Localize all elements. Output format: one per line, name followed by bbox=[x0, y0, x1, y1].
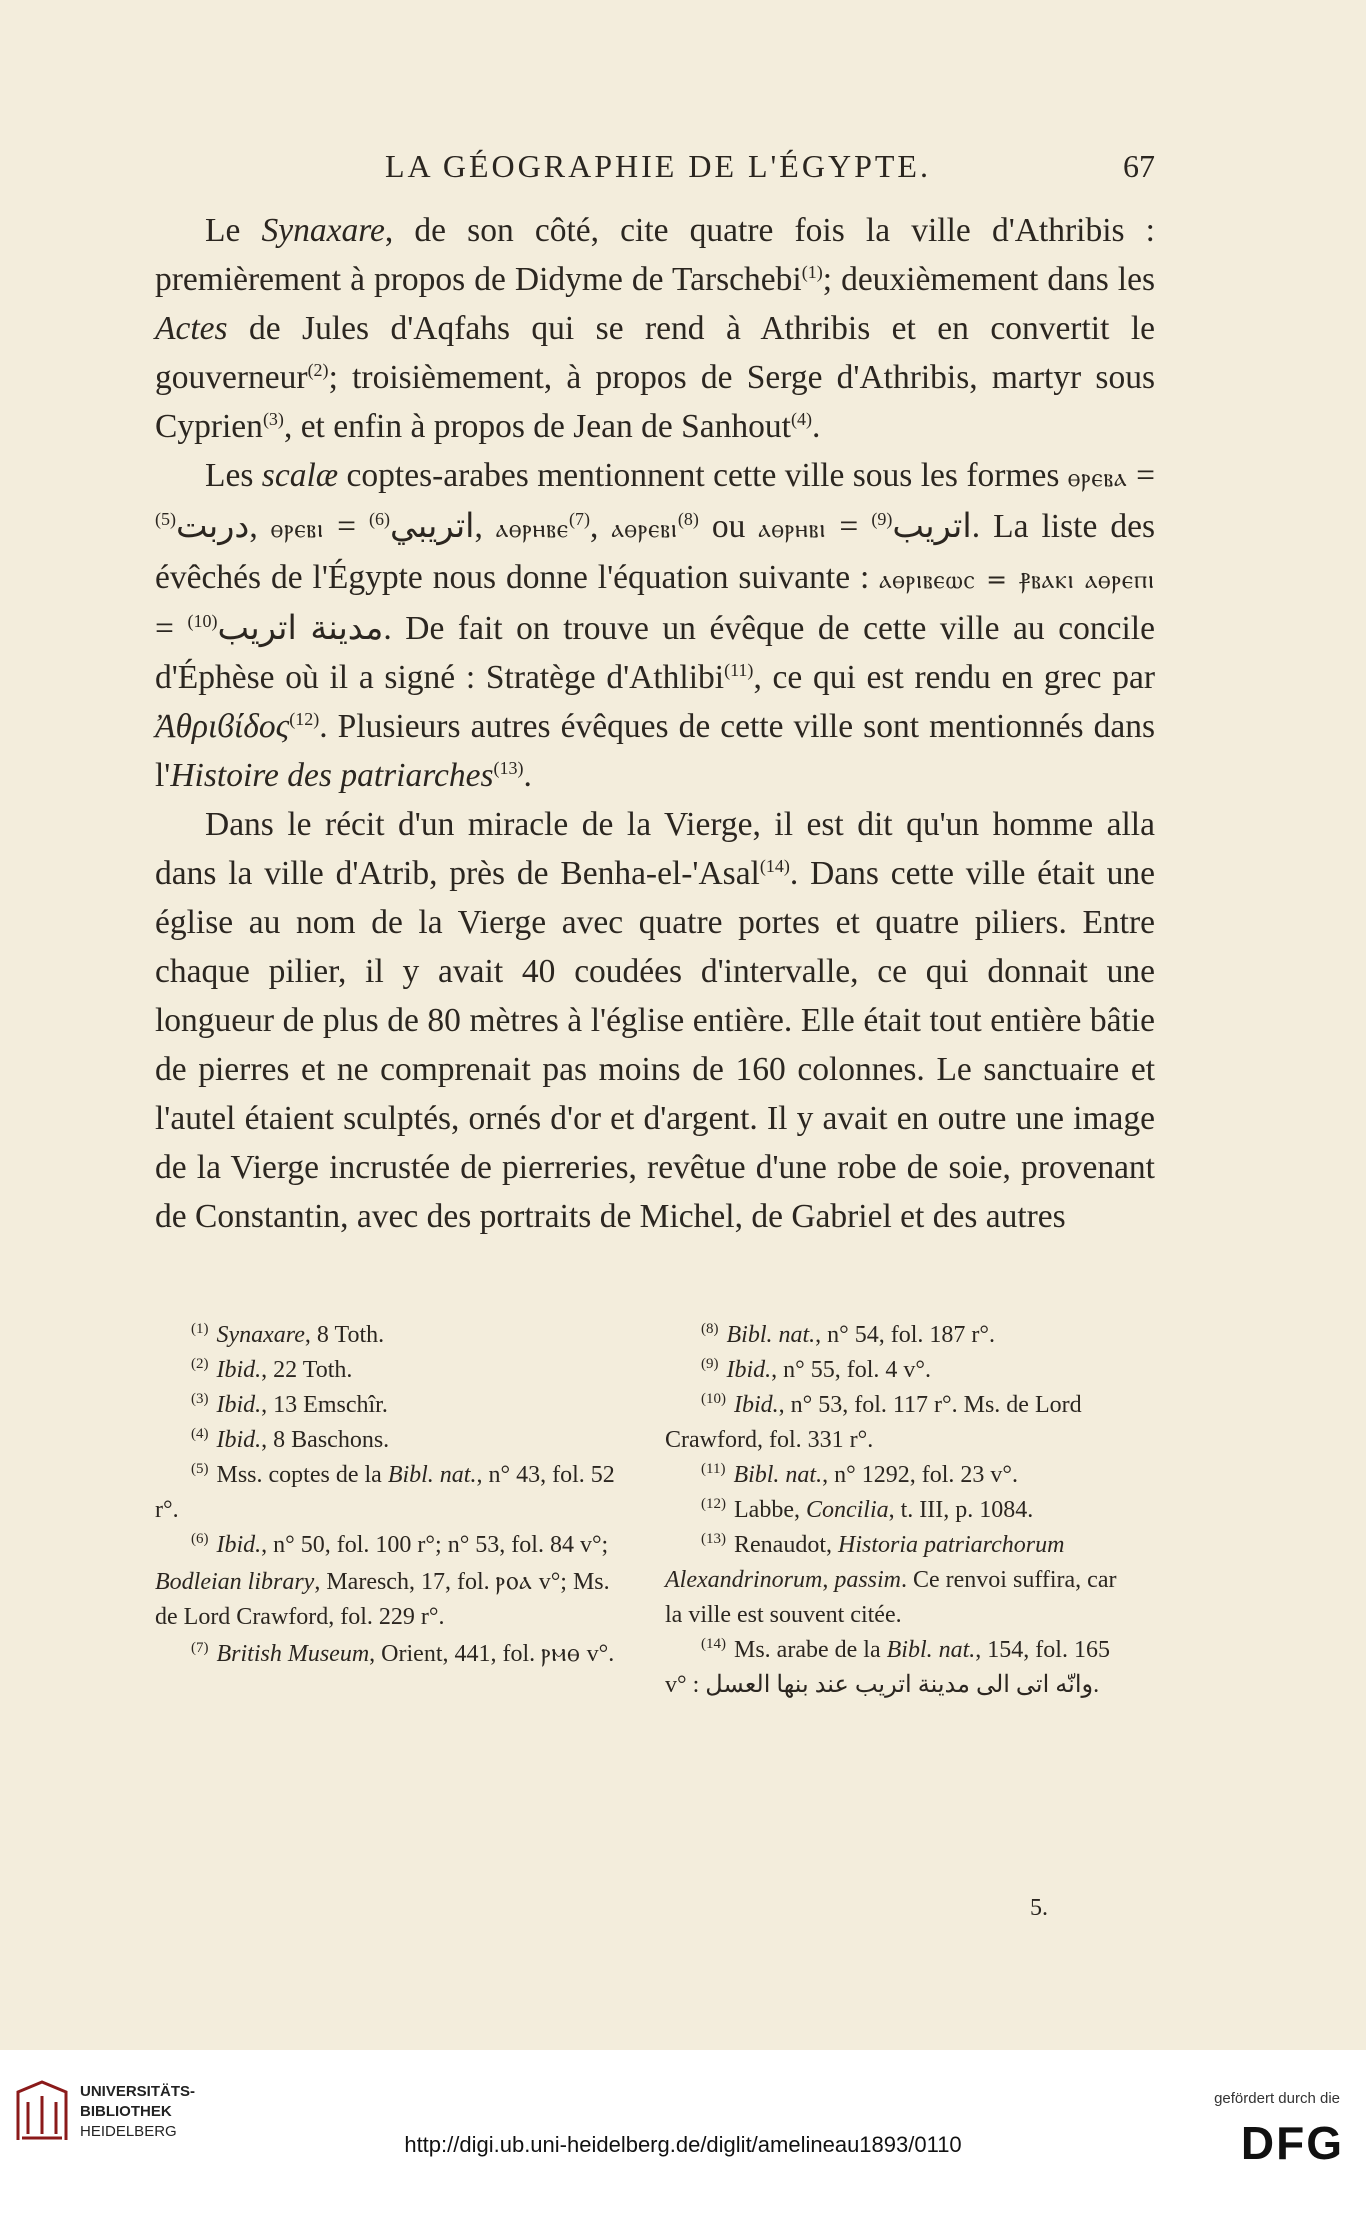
footnote-number: (5) bbox=[191, 1461, 209, 1477]
text-run: Mss. coptes de la bbox=[216, 1462, 388, 1488]
text-run: = اتريب bbox=[826, 508, 972, 545]
dfg-logo: DFG bbox=[1240, 2117, 1344, 2169]
text-run: , t. III, p. 1084. bbox=[888, 1497, 1034, 1523]
footnote bbox=[665, 1318, 1135, 1353]
text-run: , 8 Baschons. bbox=[261, 1427, 390, 1453]
footnote bbox=[665, 1388, 1135, 1458]
footnote-ref: (3) bbox=[262, 408, 284, 429]
footnote-number: (1) bbox=[191, 1321, 209, 1337]
italic-run: Ibid. bbox=[216, 1357, 262, 1383]
italic-run: Actes bbox=[155, 310, 228, 347]
text-run: , Orient, 441, fol. bbox=[369, 1641, 542, 1667]
coptic-run: ⲁⲑⲣⲉⲃⲓ bbox=[611, 514, 678, 543]
text-run: . De fait on trouve un évêque de cette ville au concile d'Éphèse où il a signé : Stratège d'Athlibi bbox=[155, 610, 1155, 696]
footnote bbox=[665, 1353, 1135, 1388]
text-run: . bbox=[523, 757, 532, 794]
footnote-ref: (1) bbox=[801, 261, 823, 282]
text-run: , n° 53, fol. 117 r°. Ms. de Lord Crawford, fol. 331 r°. bbox=[665, 1392, 1082, 1453]
text-run: , n° 54, fol. 187 r°. bbox=[815, 1322, 996, 1348]
ub-line-3: HEIDELBERG bbox=[80, 2123, 177, 2140]
footnote bbox=[155, 1528, 625, 1635]
text-run: ou bbox=[698, 508, 759, 545]
main-text bbox=[155, 206, 1155, 1241]
footnote-ref: (2) bbox=[307, 359, 329, 380]
footnote-number: (13) bbox=[701, 1531, 726, 1547]
text-run: Le bbox=[205, 212, 262, 249]
italic-run: Concilia bbox=[805, 1497, 889, 1523]
footnote-number: (14) bbox=[701, 1636, 726, 1652]
footnote-ref: (8) bbox=[677, 508, 699, 529]
italic-run: Bibl. nat. bbox=[733, 1462, 823, 1488]
text-run: Dans le récit d'un miracle de la Vierge, il est dit qu'un homme alla dans la ville d'Atrib, près de Benha-el-'Asal bbox=[155, 806, 1155, 892]
text-run: , et enfin à propos de Jean de Sanhout bbox=[283, 408, 791, 445]
footnote-number: (4) bbox=[191, 1426, 209, 1442]
italic-run: Historia patriarchorum Alexandrinorum bbox=[665, 1532, 1065, 1593]
footnote bbox=[155, 1388, 625, 1423]
text-run: Les bbox=[205, 457, 262, 494]
footnote-number: (6) bbox=[191, 1531, 209, 1547]
text-run: , 13 Emschîr. bbox=[261, 1392, 388, 1418]
footnote bbox=[155, 1423, 625, 1458]
italic-run: Synaxare bbox=[261, 212, 385, 249]
footnote-ref: (12) bbox=[289, 708, 320, 729]
italic-run: Ibid. bbox=[216, 1392, 262, 1418]
coptic-run: ⲁⲑⲣⲓⲃⲉⲱⲥ = ⳁⲃⲁⲕⲓ ⲁⲑⲣⲉⲡⲓ bbox=[879, 565, 1155, 594]
text-run: . bbox=[811, 408, 821, 445]
text-run: = اتريبي bbox=[324, 508, 475, 545]
italic-run: scalæ bbox=[261, 457, 339, 494]
italic-run: Ibid. bbox=[216, 1427, 262, 1453]
paragraph bbox=[155, 451, 1155, 800]
coptic-run: ⲑⲣⲉⲃⲁ bbox=[1067, 463, 1128, 492]
footnote-ref: (4) bbox=[790, 408, 812, 429]
italic-run: Ibid. bbox=[726, 1357, 772, 1383]
footnote-number: (11) bbox=[701, 1461, 726, 1477]
permalink-url[interactable]: http://digi.ub.uni-heidelberg.de/diglit/amelineau1893/0110 bbox=[404, 2132, 962, 2157]
text-run: , n° 55, fol. 4 v°. bbox=[771, 1357, 932, 1383]
coptic-run: ⲣⲙⲑ bbox=[541, 1638, 581, 1667]
italic-run: Synaxare bbox=[216, 1322, 305, 1348]
italic-run: Bibl. nat. bbox=[886, 1637, 976, 1663]
text-run: , bbox=[474, 508, 496, 545]
ub-line-1: UNIVERSITÄTS- bbox=[80, 2083, 196, 2100]
footnote-ref: (14) bbox=[759, 855, 790, 876]
footnote-number: (3) bbox=[191, 1391, 209, 1407]
text-run: . Ce renvoi suffira, car la ville est souvent citée. bbox=[665, 1567, 1117, 1628]
text-run: , n° 1292, fol. 23 v°. bbox=[822, 1462, 1018, 1488]
text-run: , n° 43, fol. 52 r°. bbox=[155, 1462, 615, 1523]
paragraph bbox=[155, 800, 1155, 1241]
footnote-number: (8) bbox=[701, 1321, 719, 1337]
footnote bbox=[665, 1493, 1135, 1528]
text-run: , bbox=[822, 1567, 835, 1593]
footnote-ref: (11) bbox=[724, 659, 754, 680]
footnote bbox=[665, 1458, 1135, 1493]
footnote bbox=[155, 1635, 625, 1672]
footnote-number: (9) bbox=[701, 1356, 719, 1372]
italic-run: Ἀθριϐίδος bbox=[155, 708, 290, 745]
coptic-run: ⲁⲑⲣⲏⲃⲓ bbox=[758, 514, 827, 543]
footnote-number: (10) bbox=[701, 1391, 726, 1407]
footnote-number: (7) bbox=[191, 1640, 209, 1656]
footnote-ref: (13) bbox=[493, 757, 524, 778]
text-run: , 8 Toth. bbox=[304, 1322, 385, 1348]
footnote bbox=[155, 1353, 625, 1388]
text-run: ; deuxièmement dans les bbox=[822, 261, 1155, 298]
italic-run: Bodleian library bbox=[155, 1569, 315, 1595]
text-run: , ce qui est rendu en grec par bbox=[753, 659, 1155, 696]
text-run: Labbe, bbox=[734, 1497, 806, 1523]
text-run: , n° 50, fol. 100 r°; n° 53, fol. 84 v°; bbox=[261, 1532, 609, 1558]
italic-run: passim bbox=[834, 1567, 901, 1593]
italic-run: Bibl. nat. bbox=[726, 1322, 816, 1348]
text-run: v°; Ms. de Lord Crawford, fol. 229 r°. bbox=[155, 1569, 610, 1630]
coptic-run: ⲑⲣⲉⲃⲓ bbox=[270, 514, 325, 543]
italic-run: Ibid. bbox=[734, 1392, 779, 1418]
footnote-ref: (5) bbox=[155, 508, 176, 529]
footnote-ref: (6) bbox=[369, 508, 390, 529]
text-run: . Dans cette ville était une église au nom de la Vierge avec quatre portes et quatre piliers. Entre chaque pilier, il y avait 40 coudées d'intervalle, ce qui donnait une longueur de plus de 80 mètres à l'église entière. Elle était tout entière bâtie de pierres et ne comprenait pas moins de 160 colonnes. Le sanctuaire et l'autel étaient sculptés, ornés d'or et d'argent. Il y avait en outre une image de la Vierge incrustée de pierreries, revêtue d'une robe de soie, provenant de Constantin, avec des portraits de Michel, de Gabriel et des autres bbox=[155, 855, 1155, 1235]
italic-run: British Museum bbox=[216, 1641, 370, 1667]
footnotes-right-column bbox=[665, 1318, 1135, 1703]
text-run: ; troisièmement, à propos de Serge d'Athribis, martyr sous Cyprien bbox=[155, 359, 1155, 445]
text-run: de Jules d'Aqfahs qui se rend à Athribis et en convertit le gouverneur bbox=[155, 310, 1155, 396]
footnote bbox=[665, 1528, 1135, 1633]
footnote-ref: (7) bbox=[569, 508, 591, 529]
digitization-footer bbox=[0, 2050, 1366, 2232]
text-run: v°. bbox=[580, 1641, 615, 1667]
text-run: , bbox=[590, 508, 612, 545]
text-run: = دربت bbox=[176, 457, 1155, 545]
text-run: . La liste des évêchés de l'Égypte nous donne l'équation suivante : bbox=[155, 508, 1156, 596]
dfg-caption: gefördert durch die bbox=[1214, 2090, 1340, 2107]
italic-run: Histoire des patriarches bbox=[170, 757, 494, 794]
running-title: LA GÉOGRAPHIE DE L'ÉGYPTE. bbox=[385, 148, 931, 184]
paragraph bbox=[155, 206, 1155, 451]
footnote-ref: (9) bbox=[871, 508, 893, 529]
text-run: . Plusieurs autres évêques de cette ville sont mentionnés dans l' bbox=[155, 708, 1155, 794]
text-run: , 154, fol. 165 v° : وانّه اتى الى مدينة اتريب عند بنها العسل. bbox=[665, 1637, 1110, 1698]
italic-run: Ibid. bbox=[216, 1532, 262, 1558]
text-run: , Maresch, 17, fol. bbox=[314, 1569, 496, 1595]
footnotes-left-column bbox=[155, 1318, 625, 1672]
text-run: , 22 Toth. bbox=[261, 1357, 353, 1383]
text-run: Renaudot, bbox=[734, 1532, 838, 1558]
text-run: , de son côté, cite quatre fois la ville d'Athribis : premièrement à propos de Didyme de Tarschebi bbox=[155, 212, 1155, 298]
signature-mark: 5. bbox=[1030, 1895, 1048, 1921]
text-run: = مدينة اتريب bbox=[155, 610, 384, 647]
footnote-number: (2) bbox=[191, 1356, 209, 1372]
text-run: , bbox=[249, 508, 271, 545]
footnote bbox=[155, 1458, 625, 1528]
footnote bbox=[155, 1318, 625, 1353]
coptic-run: ⲣⲟⲁ bbox=[495, 1566, 533, 1595]
text-run: Ms. arabe de la bbox=[734, 1637, 887, 1663]
ub-line-2: BIBLIOTHEK bbox=[80, 2103, 172, 2120]
footnote bbox=[665, 1633, 1135, 1703]
text-run: coptes-arabes mentionnent cette ville sous les formes bbox=[338, 457, 1068, 494]
footnote-number: (12) bbox=[701, 1496, 726, 1512]
italic-run: Bibl. nat. bbox=[387, 1462, 477, 1488]
page-number: 67 bbox=[1123, 148, 1155, 184]
coptic-run: ⲁⲑⲣⲏⲃⲉ bbox=[495, 514, 570, 543]
page-header bbox=[155, 148, 1155, 192]
footnote-ref: (10) bbox=[187, 610, 218, 631]
